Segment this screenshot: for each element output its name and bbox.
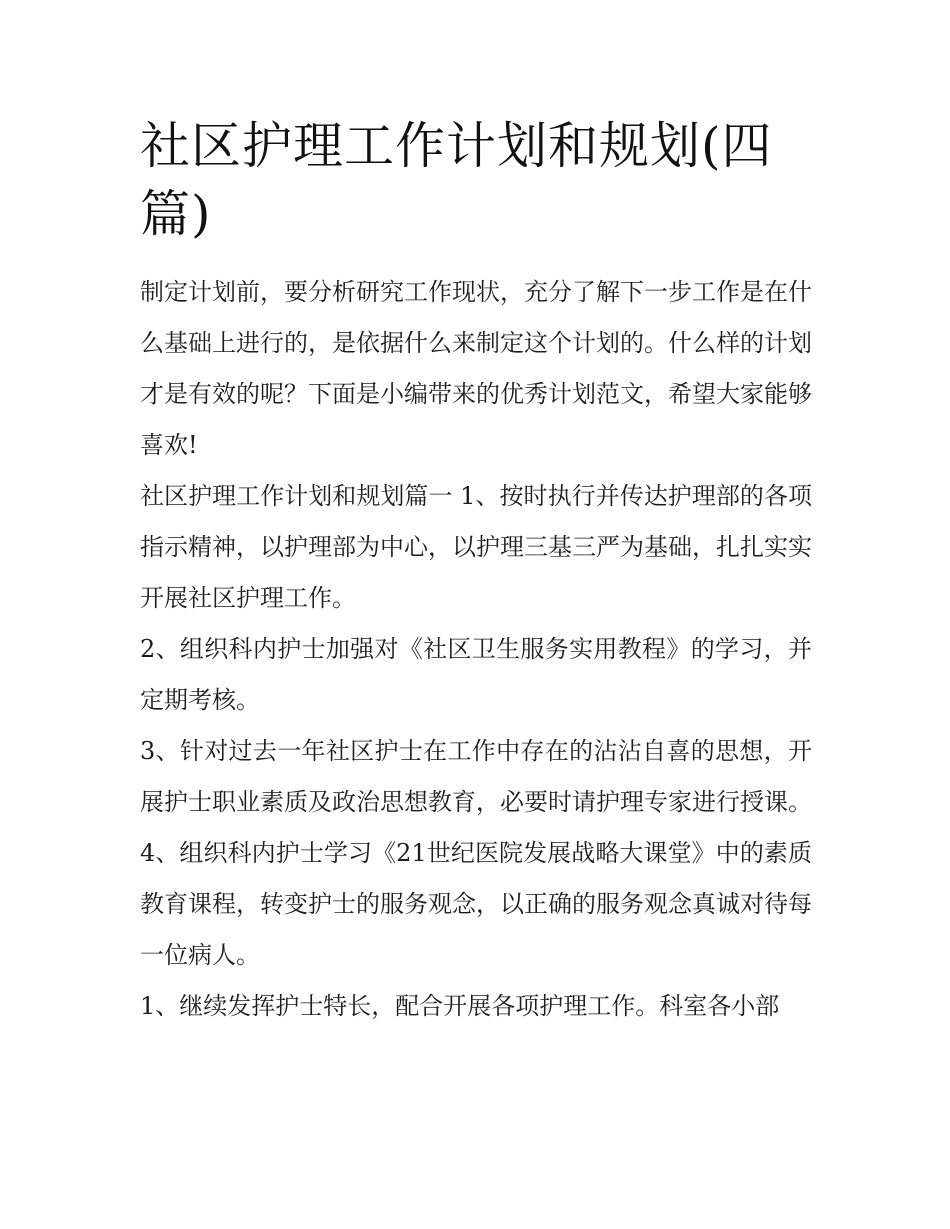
paragraph-section-one: 社区护理工作计划和规划篇一 1、按时执行并传达护理部的各项指示精神，以护理部为中心，以护理三基三严为基础，扎扎实实开展社区护理工作。 — [140, 482, 812, 612]
paragraph-item-1-continued: 1、继续发挥护士特长，配合开展各项护理工作。科室各小部 — [140, 992, 780, 1020]
paragraph-item-3: 3、针对过去一年社区护士在工作中存在的沾沾自喜的思想，开展护士职业素质及政治思想教育，必要时请护理专家进行授课。 — [140, 737, 812, 816]
paragraph-item-4: 4、组织科内护士学习《21世纪医院发展战略大课堂》中的素质教育课程，转变护士的服务观念，以正确的服务观念真诚对待每一位病人。 — [140, 839, 812, 969]
document-title: 社区护理工作计划和规划(四篇) — [140, 117, 773, 243]
document-body — [140, 267, 812, 1032]
paragraph-item-2: 2、组织科内护士加强对《社区卫生服务实用教程》的学习，并定期考核。 — [140, 635, 812, 714]
document-content — [140, 112, 812, 1032]
intro-paragraph: 制定计划前，要分析研究工作现状，充分了解下一步工作是在什么基础上进行的，是依据什么来制定这个计划的。什么样的计划才是有效的呢？下面是小编带来的优秀计划范文，希望大家能够喜欢! — [140, 278, 812, 459]
